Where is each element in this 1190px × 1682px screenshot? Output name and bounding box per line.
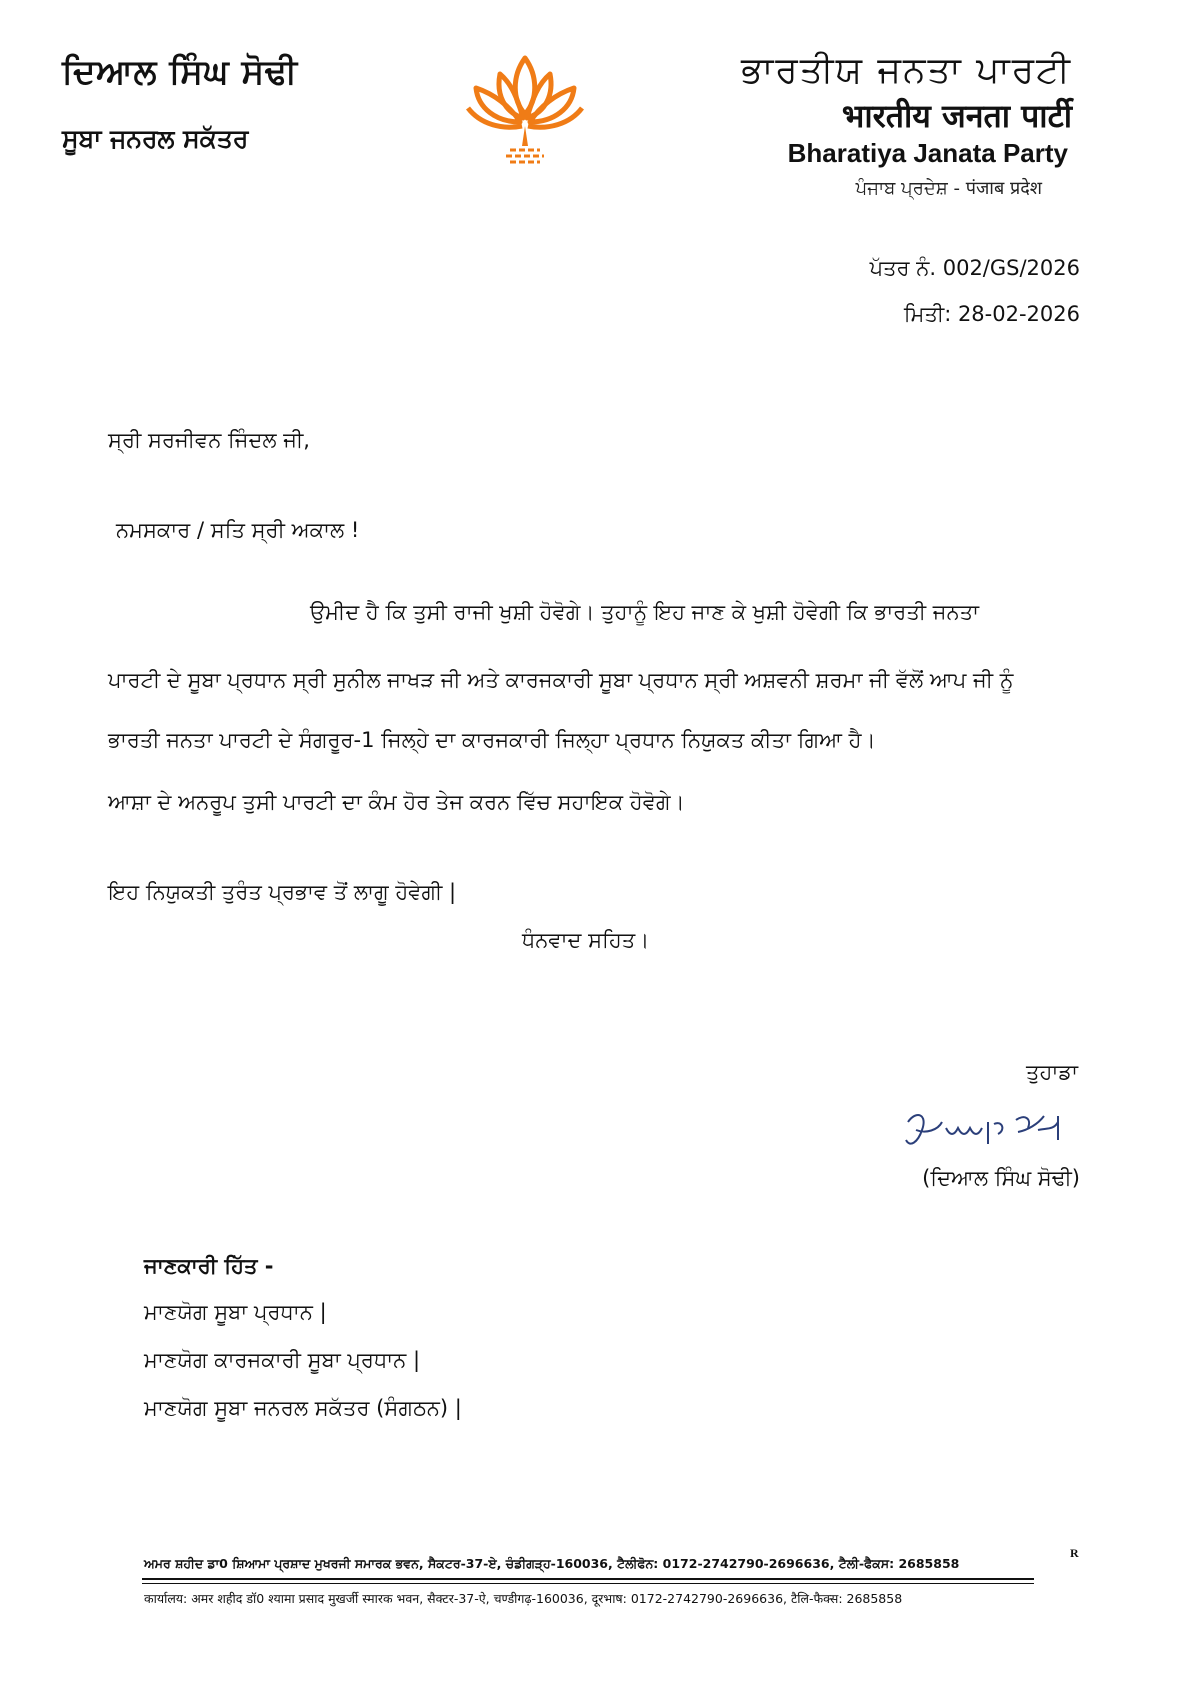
footer-divider bbox=[142, 1578, 1034, 1580]
thanks-line: ਧੰਨਵਾਦ ਸਹਿਤ। bbox=[522, 928, 650, 952]
sender-designation: ਸੂਬਾ ਜਨਰਲ ਸਕੱਤਰ bbox=[62, 124, 249, 153]
signatory-name: (ਦਿਆਲ ਸਿੰਘ ਸੋਢੀ) bbox=[922, 1166, 1080, 1190]
letter-date: ਮਿਤੀ: 28-02-2026 bbox=[903, 302, 1080, 326]
letter-number: ਪੱਤਰ ਨੰ. 002/GS/2026 bbox=[869, 256, 1080, 280]
signature bbox=[898, 1100, 1078, 1170]
party-state: ਪੰਜਾਬ ਪ੍ਰਦੇਸ਼ - पंजाब प्रदेश bbox=[855, 178, 1042, 199]
sender-name: ਦਿਆਲ ਸਿੰਘ ਸੋਢੀ bbox=[62, 52, 298, 92]
lotus-icon bbox=[460, 50, 590, 168]
body-line-4: ਆਸ਼ਾ ਦੇ ਅਨਰੂਪ ਤੁਸੀ ਪਾਰਟੀ ਦਾ ਕੰਮ ਹੋਰ ਤੇਜ ਕਰਨ ਵਿੱਚ ਸਹਾਇਕ ਹੋਵੋਗੇ। bbox=[108, 790, 685, 814]
registered-mark: R bbox=[1070, 1546, 1079, 1560]
body-line-1: ਉਮੀਦ ਹੈ ਕਿ ਤੁਸੀ ਰਾਜੀ ਖੁਸ਼ੀ ਹੋਵੋਗੇ। ਤੁਹਾਨੂੰ ਇਹ ਜਾਣ ਕੇ ਖੁਸ਼ੀ ਹੋਵੇਗੀ ਕਿ ਭਾਰਤੀ ਜਨਤਾ bbox=[310, 600, 980, 624]
party-name-punjabi: ਭਾਰਤੀਯ ਜਨਤਾ ਪਾਰਟੀ bbox=[741, 50, 1072, 91]
body-line-2: ਪਾਰਟੀ ਦੇ ਸੂਬਾ ਪ੍ਰਧਾਨ ਸ੍ਰੀ ਸੁਨੀਲ ਜਾਖੜ ਜੀ ਅਤੇ ਕਾਰਜਕਾਰੀ ਸੂਬਾ ਪ੍ਰਧਾਨ ਸ੍ਰੀ ਅਸ਼ਵਨੀ ਸ਼ਰਮਾ ਜੀ ਵੱਲੋਂ ਆਪ ਜੀ ਨੂੰ bbox=[108, 668, 1014, 692]
footer-address-punjabi: ਅਮਰ ਸ਼ਹੀਦ ਡਾ0 ਸ਼ਿਆਮਾ ਪ੍ਰਸ਼ਾਦ ਮੁਖਰਜੀ ਸਮਾਰਕ ਭਵਨ, ਸੈਕਟਰ-37-ਏ, ਚੰਡੀਗੜ੍ਹ-160036, ਟੈਲੀਫੋਨ: 0172-2742790-2696636, ਟੈਲੀ-ਫੈਕਸ: 2685858 bbox=[144, 1556, 960, 1571]
greeting: ਨਮਸਕਾਰ / ਸਤਿ ਸ੍ਰੀ ਅਕਾਲ ! bbox=[116, 518, 360, 542]
party-name-hindi: भारतीय जनता पार्टी bbox=[841, 97, 1072, 135]
closing: ਤੁਹਾਡਾ bbox=[1026, 1060, 1078, 1084]
footer-divider bbox=[142, 1583, 1034, 1584]
copy-to-item: ਮਾਣਯੋਗ ਸੂਬਾ ਜਨਰਲ ਸਕੱਤਰ (ਸੰਗਠਨ) | bbox=[144, 1396, 462, 1420]
copy-to-heading: ਜਾਣਕਾਰੀ ਹਿੱਤ - bbox=[144, 1254, 274, 1278]
party-name-english: Bharatiya Janata Party bbox=[787, 138, 1068, 168]
salutation: ਸ੍ਰੀ ਸਰਜੀਵਨ ਜਿੰਦਲ ਜੀ, bbox=[108, 428, 310, 452]
copy-to-item: ਮਾਣਯੋਗ ਸੂਬਾ ਪ੍ਰਧਾਨ | bbox=[144, 1300, 327, 1324]
copy-to-item: ਮਾਣਯੋਗ ਕਾਰਜਕਾਰੀ ਸੂਬਾ ਪ੍ਰਧਾਨ | bbox=[144, 1348, 421, 1372]
body-line-5: ਇਹ ਨਿਯੁਕਤੀ ਤੁਰੰਤ ਪ੍ਰਭਾਵ ਤੋਂ ਲਾਗੂ ਹੋਵੇਗੀ | bbox=[108, 880, 457, 904]
body-line-3: ਭਾਰਤੀ ਜਨਤਾ ਪਾਰਟੀ ਦੇ ਸੰਗਰੂਰ-1 ਜਿਲ੍ਹੇ ਦਾ ਕਾਰਜਕਾਰੀ ਜਿਲ੍ਹਾ ਪ੍ਰਧਾਨ ਨਿਯੁਕਤ ਕੀਤਾ ਗਿਆ ਹੈ। bbox=[108, 728, 876, 752]
footer-address-hindi: कार्यालय: अमर शहीद डॉ0 श्यामा प्रसाद मुखर्जी स्मारक भवन, सैक्टर-37-ऐ, चण्डीगढ़-160036, दूरभाष: 0172-2742790-2696636, टैलि-फैक्स: 2685858 bbox=[144, 1591, 903, 1606]
